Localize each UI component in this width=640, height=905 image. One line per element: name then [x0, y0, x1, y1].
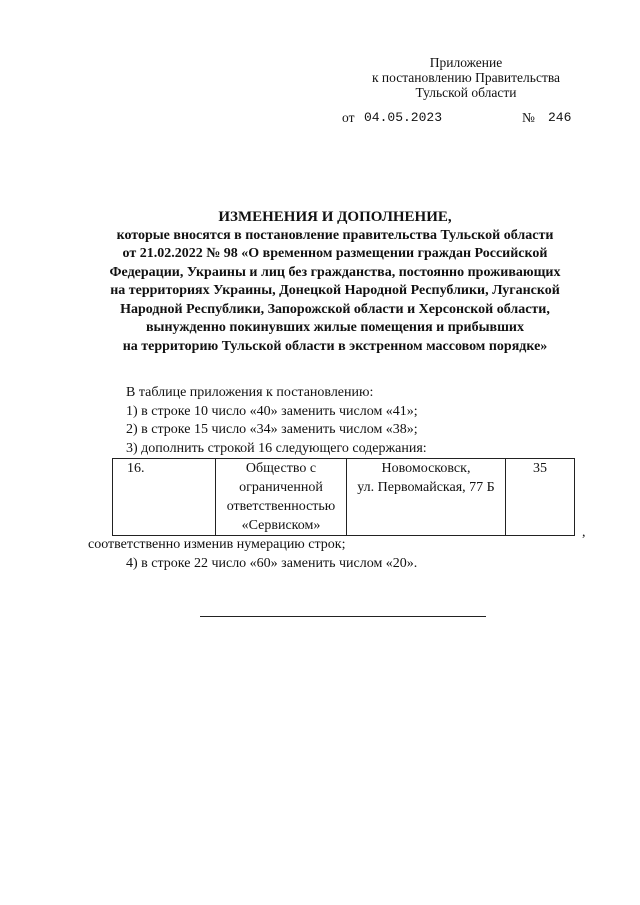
table-row	[113, 459, 575, 536]
title-line: Народной Республики, Запорожской области и Херсонской области,	[120, 301, 550, 317]
title-line: вынужденно покинувших жилые помещения и прибывших	[145, 320, 525, 335]
body-item-2: 2) в строке 15 число «34» заменить числом «38»;	[126, 422, 418, 437]
org-line: «Сервиском»	[241, 518, 321, 533]
address-line: ул. Первомайская, 77 Б	[357, 480, 495, 495]
address-cell	[347, 459, 506, 536]
org-line: Общество с	[245, 461, 317, 476]
row-number: 16.	[127, 461, 145, 476]
document-title	[80, 208, 590, 356]
date-prefix: от	[342, 110, 355, 125]
body-item-4: 4) в строке 22 число «60» заменить числом «20».	[126, 555, 418, 571]
decree-number: 246	[548, 110, 572, 125]
org-line: ограниченной	[239, 480, 323, 495]
addition-table	[112, 458, 575, 536]
title-main: ИЗМЕНЕНИЯ И ДОПОЛНЕНИЕ,	[218, 209, 452, 225]
org-line: ответственностью	[226, 499, 336, 514]
body-item-3: 3) дополнить строкой 16 следующего содержания:	[126, 440, 427, 456]
title-line: на территорию Тульской области в экстренном массовом порядке»	[122, 338, 548, 354]
body-after-table: соответственно изменив нумерацию строк;	[88, 537, 346, 552]
decree-date: 04.05.2023	[364, 110, 443, 125]
title-line: которые вносятся в постановление правительства Тульской области	[116, 227, 554, 243]
title-line: Федерации, Украины и лиц без гражданства, постоянно проживающих	[109, 264, 561, 280]
document-body	[88, 384, 608, 573]
trailing-comma: ,	[582, 525, 586, 540]
title-line: от 21.02.2022 № 98 «О временном размещении граждан Российской	[122, 246, 548, 261]
decree-reference	[342, 110, 582, 126]
organization-cell	[216, 459, 347, 536]
appendix-header	[330, 55, 602, 100]
address-line: Новомосковск,	[381, 461, 471, 476]
title-line: на территориях Украины, Донецкой Народной Республики, Луганской	[110, 283, 560, 298]
header-line-3: Тульской области	[415, 85, 517, 100]
header-line-2: к постановлению Правительства	[371, 70, 561, 85]
number-sign: №	[522, 110, 535, 125]
end-divider	[200, 616, 486, 617]
body-item-1: 1) в строке 10 число «40» заменить числом «41»;	[126, 403, 418, 419]
body-intro: В таблице приложения к постановлению:	[126, 385, 374, 400]
row-number-cell	[113, 459, 216, 536]
value-cell	[506, 459, 575, 536]
header-line-1: Приложение	[429, 55, 503, 70]
capacity-value: 35	[533, 461, 547, 476]
